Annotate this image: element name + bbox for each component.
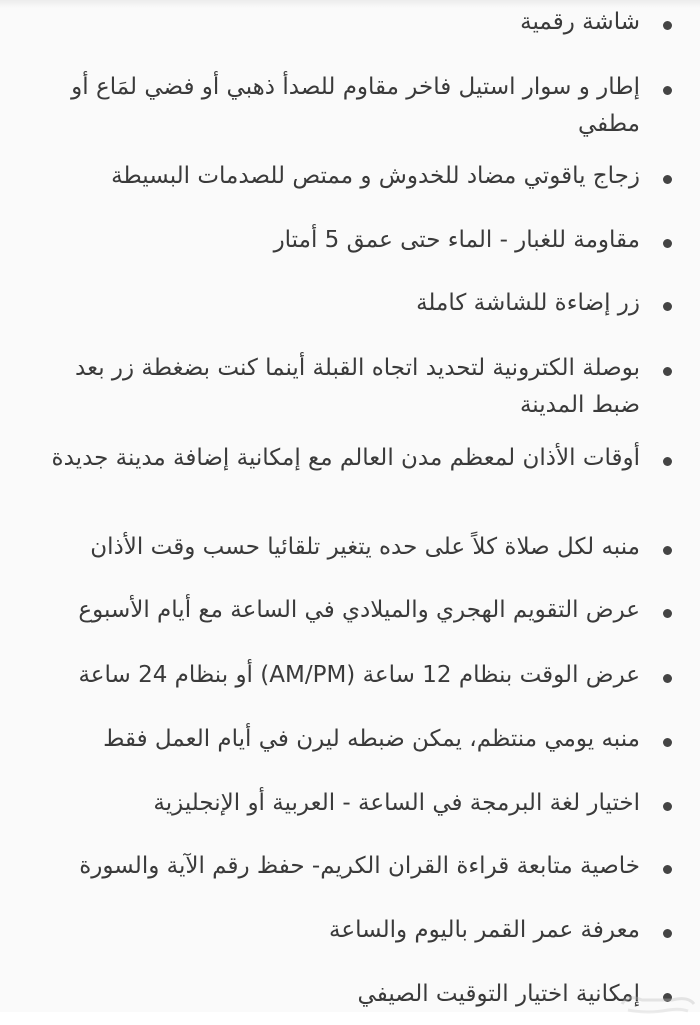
- bullet-icon: [663, 86, 672, 95]
- bullet-icon: [663, 367, 672, 376]
- bullet-icon: [663, 239, 672, 248]
- feature-text: بوصلة الكترونية لتحديد اتجاه القبلة أينما كنت بضغطة زر بعد ضبط المدينة: [75, 355, 640, 418]
- feature-text: خاصية متابعة قراءة القران الكريم- حفظ رقم الآية والسورة: [79, 853, 640, 879]
- feature-text: شاشة رقمية: [520, 9, 640, 35]
- feature-text: منبه يومي منتظم، يمكن ضبطه ليرن في أيام العمل فقط: [103, 726, 640, 752]
- feature-text: عرض الوقت بنظام 12 ساعة (AM/PM) أو بنظام 24 ساعة: [78, 662, 640, 688]
- feature-item: [40, 721, 640, 758]
- bullet-icon: [663, 457, 672, 466]
- bullet-icon: [663, 21, 672, 30]
- bullet-icon: [663, 609, 672, 618]
- feature-item: [40, 592, 640, 629]
- bullet-icon: [663, 738, 672, 747]
- feature-item: [40, 976, 640, 1013]
- bullet-icon: [663, 175, 672, 184]
- feature-text: إمكانية اختيار التوقيت الصيفي: [357, 981, 640, 1007]
- feature-item: [40, 912, 640, 949]
- feature-item: [40, 285, 640, 322]
- feature-item: [40, 350, 640, 424]
- feature-item: [40, 4, 640, 41]
- site-logo-watermark-icon: [618, 990, 698, 1016]
- feature-text: مقاومة للغبار - الماء حتى عمق 5 أمتار: [273, 227, 640, 253]
- bullet-icon: [663, 674, 672, 683]
- feature-text: زر إضاءة للشاشة كاملة: [416, 290, 640, 316]
- feature-text: اختيار لغة البرمجة في الساعة - العربية أو الإنجليزية: [153, 790, 640, 816]
- feature-text: منبه لكل صلاة كلاً على حده يتغير تلقائيا حسب وقت الأذان: [90, 534, 640, 560]
- bullet-icon: [663, 929, 672, 938]
- bullet-icon: [663, 802, 672, 811]
- feature-item: [40, 529, 640, 566]
- feature-text: أوقات الأذان لمعظم مدن العالم مع إمكانية إضافة مدينة جديدة: [51, 445, 640, 471]
- feature-item: [40, 158, 640, 195]
- feature-item: [40, 785, 640, 822]
- feature-item: [40, 440, 640, 477]
- bullet-icon: [663, 546, 672, 555]
- feature-text: معرفة عمر القمر باليوم والساعة: [329, 917, 640, 943]
- feature-text: عرض التقويم الهجري والميلادي في الساعة مع أيام الأسبوع: [78, 597, 640, 623]
- bullet-icon: [663, 865, 672, 874]
- bullet-icon: [663, 302, 672, 311]
- feature-text: زجاج ياقوتي مضاد للخدوش و ممتص للصدمات البسيطة: [111, 163, 640, 189]
- feature-item: [40, 69, 640, 143]
- feature-item: [40, 657, 640, 694]
- bottom-band: [0, 1012, 700, 1025]
- feature-item: [40, 848, 640, 885]
- feature-item: [40, 222, 640, 259]
- feature-text: إطار و سوار استيل فاخر مقاوم للصدأ ذهبي أو فضي لمَاع أو مطفي: [71, 74, 640, 137]
